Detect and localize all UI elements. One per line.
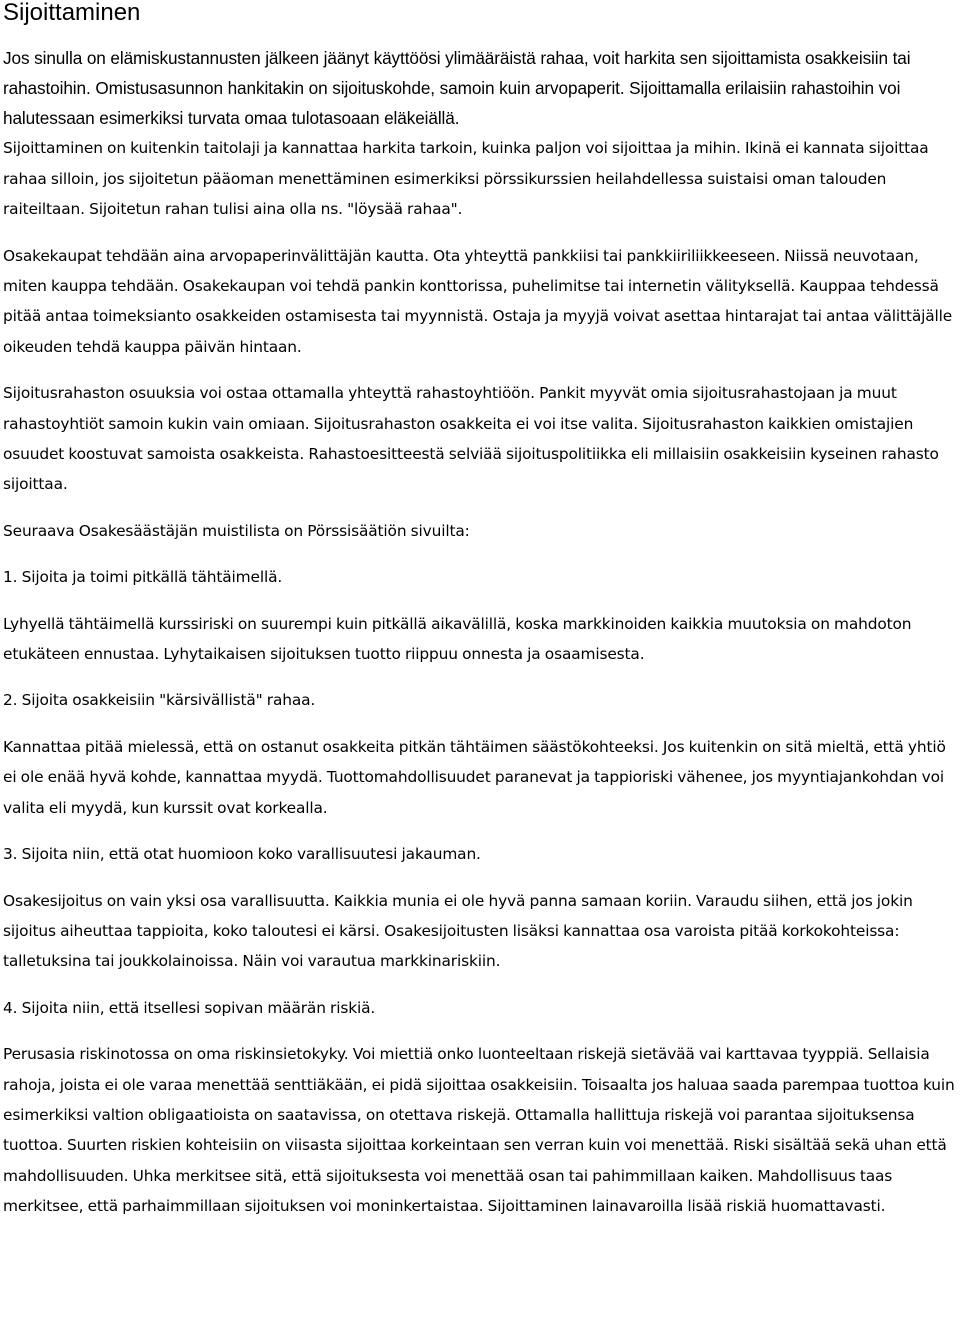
checklist-item-2-text: Kannattaa pitää mielessä, että on ostanut osakkeita pitkän tähtäimen säästökohteeksi. Jos kuitenkin on sitä mieltä, että yhtiö ei ole enää hyvä kohde, kannattaa myydä. Tuottomahdollisuudet paranevat ja tappioriski vähenee, jos myyntiajankohdan voi valita eli myydä, kun kurssit ovat korkealla. (3, 737, 946, 817)
page-title: Sijoittaminen (3, 0, 141, 26)
paragraph-brokerage: Osakekaupat tehdään aina arvopaperinvälittäjän kautta. Ota yhteyttä pankkiisi tai pankkiiriliikkeeseen. Niissä neuvotaan, miten kauppa tehdään. Osakekaupan voi tehdä pankin konttorissa, puhelimitse tai internetin välityksellä. Kauppaa tehdessä pitää antaa toimeksianto osakkeiden ostamisesta tai myynnistä. Ostaja ja myyjä voivat asettaa hintarajat tai antaa välittäjälle oikeuden tehdä kauppa päivän hintaan. (3, 246, 953, 356)
intro-paragraph-continued: Sijoittaminen on kuitenkin taitolaji ja kannattaa harkita tarkoin, kuinka paljon voi sijoittaa ja mihin. Ikinä ei kannata sijoittaa rahaa silloin, jos sijoitetun pääoman menettäminen esimerkiksi pörssikurssien heilahdellessa suistaisi oman talouden raiteiltaan. Sijoitetun rahan tulisi aina olla ns. "löysää rahaa". (3, 139, 929, 219)
checklist-item-1-text: Lyhyellä tähtäimellä kurssiriski on suurempi kuin pitkällä aikavälillä, koska markkinoiden kaikkia muutoksia on mahdoton etukäteen ennustaa. Lyhytaikaisen sijoituksen tuotto riippuu onnesta ja osaamisesta. (3, 614, 912, 664)
checklist-item-4-heading: 4. Sijoita niin, että itsellesi sopivan määrän riskiä. (3, 998, 376, 1017)
checklist-item-3-text: Osakesijoitus on vain yksi osa varallisuutta. Kaikkia munia ei ole hyvä panna samaan koriin. Varaudu siihen, että jos jokin sijoitus aiheuttaa tappioita, koko taloutesi ei kärsi. Osakesijoitusten lisäksi kannattaa osa varoista pitää korkokohteissa: talletuksina tai joukkolainoissa. Näin voi varautua markkinariskiin. (3, 891, 913, 971)
paragraph-funds: Sijoitusrahaston osuuksia voi ostaa ottamalla yhteyttä rahastoyhtiöön. Pankit myyvät omia sijoitusrahastojaan ja muut rahastoyhtiöt samoin kukin vain omiaan. Sijoitusrahaston osakkeita ei voi itse valita. Sijoitusrahaston kaikkien omistajien osuudet koostuvat samoista osakkeista. Rahastoesitteestä selviää sijoituspolitiikka eli millaisiin osakkeisiin kyseinen rahasto sijoittaa. (3, 384, 939, 494)
checklist-item-4-text: Perusasia riskinotossa on oma riskinsietokyky. Voi miettiä onko luonteeltaan riskejä sietävää vai karttavaa tyyppiä. Sellaisia rahoja, joista ei ole varaa menettää senttiäkään, ei pidä sijoittaa osakkeisiin. Toisaalta jos haluaa saada parempaa tuottoa kuin esimerkiksi valtion obligaatioista on saatavissa, on otettava riskejä. Ottamalla hallittuja riskejä voi parantaa sijoituksensa tuottoa. Suurten riskien kohteisiin on viisasta sijoittaa korkeintaan sen verran kuin voi menettää. Riski sisältää sekä uhan että mahdollisuuden. Uhka merkitsee sitä, että sijoituksesta voi menettää osan tai pahimmillaan kaiken. Mahdollisuus taas merkitsee, että parhaimmillaan sijoituksen voi moninkertaistaa. Sijoittaminen lainavaroilla lisää riskiä huomattavasti. (3, 1045, 955, 1216)
checklist-item-1-heading: 1. Sijoita ja toimi pitkällä tähtäimellä. (3, 568, 283, 587)
document-page (3, 0, 958, 1222)
checklist-item-3-heading: 3. Sijoita niin, että otat huomioon koko varallisuutesi jakauman. (3, 845, 481, 864)
paragraph-checklist-intro: Seuraava Osakesäästäjän muistilista on Pörssisäätiön sivuilta: (3, 521, 470, 540)
intro-paragraph: Jos sinulla on elämiskustannusten jälkeen jäänyt käyttöösi ylimääräistä rahaa, voit harkita sen sijoittamista osakkeisiin tai rahastoihin. Omistusasunnon hankitakin on sijoituskohde, samoin kuin arvopaperit. Sijoittamalla erilaisiin rahastoihin voi halutessaan esimerkiksi turvata omaa tulotasoaan eläkeiällä. (3, 48, 911, 128)
checklist-item-2-heading: 2. Sijoita osakkeisiin "kärsivällistä" rahaa. (3, 691, 316, 710)
